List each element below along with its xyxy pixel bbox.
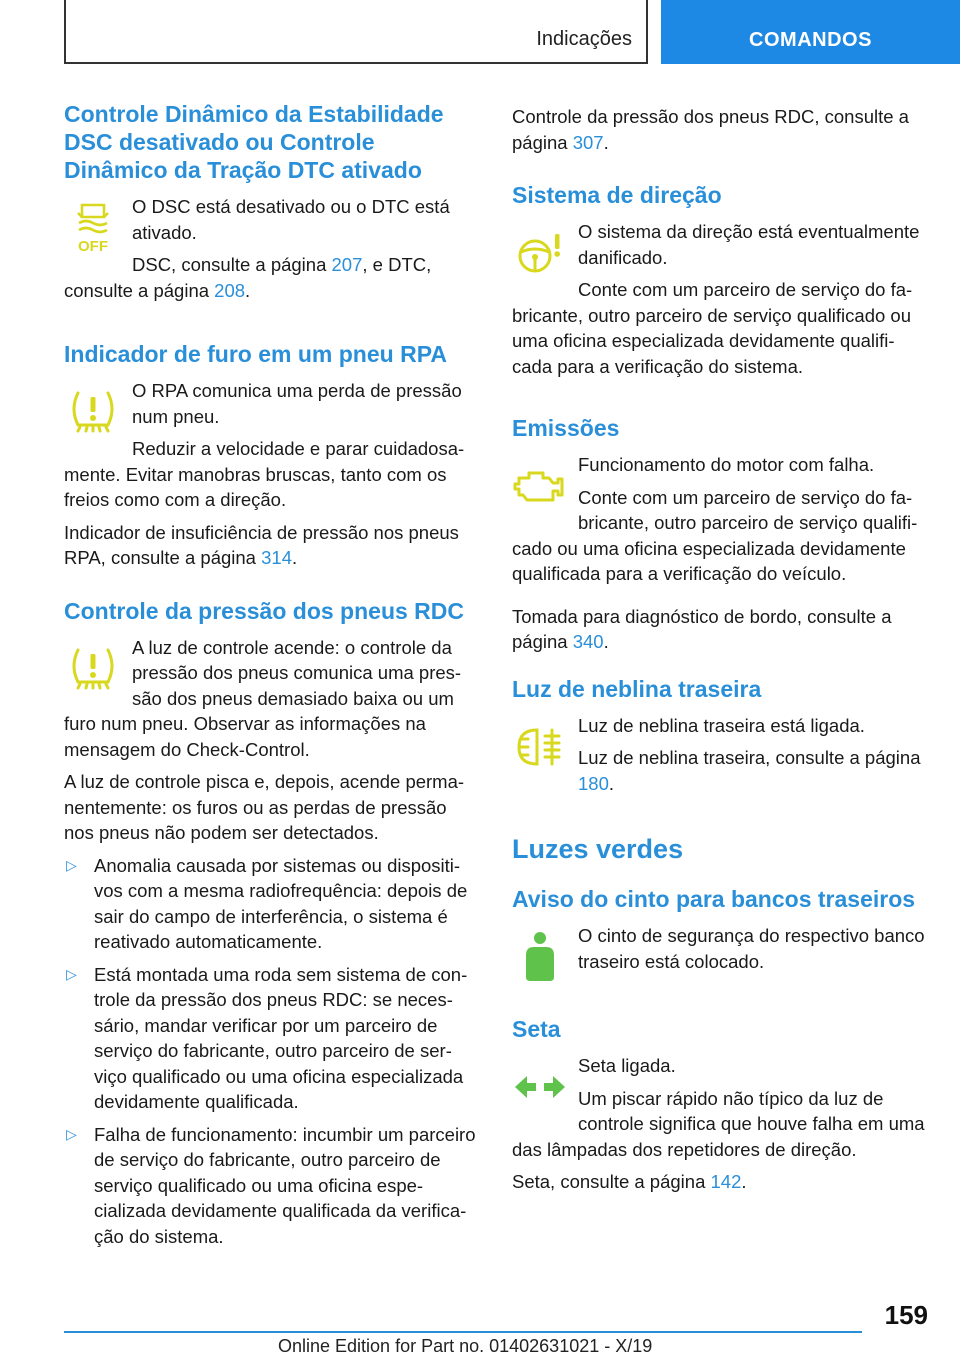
ref-text: , e DTC, consulte a página [64,254,432,301]
fog-reference [512,745,928,796]
ref-text: Luz de neblina traseira, consulte a página [578,747,921,768]
ref-text: Seta, consulte a página [512,1171,711,1192]
green-lights-title: Luzes verdes [512,834,684,864]
steering-description: O sistema da direção está eventualmente danificado. [578,221,920,268]
rdc-description: A luz de controle acende: o controle da pressão dos pneus comunica uma pressão dos pneus demasiado baixa ou um furo num pneu. Observar as informações na mensagem do Check-Control. [64,636,462,760]
ref-text: Tomada para diagnóstico de bordo, consulte a página [512,605,892,652]
footer-divider [64,1331,862,1333]
left-column [64,100,478,1256]
warning-block [512,219,928,386]
turn-description: Seta ligada. [578,1055,676,1076]
tire-pressure-icon [64,380,122,444]
section-title: Controle da pressão dos pneus RDC [64,597,465,624]
section-emissions [512,414,928,655]
warning-block [64,194,478,310]
dsc-reference [64,252,478,303]
turn-instruction: Um piscar rápido não típico da luz de controle significa que houve falha em uma das lâmpadas dos repetidores de direção. [512,1087,925,1160]
section-steering [512,181,928,386]
list-item [64,1122,478,1250]
section-title: Seta [512,1016,561,1042]
page-link-207[interactable]: 207 [331,254,363,275]
tire-pressure-icon [64,637,122,701]
section-title: Sistema de direção [512,182,722,208]
section-turn-signal [512,1015,928,1195]
warning-block [512,1053,928,1169]
svg-text:OFF: OFF [78,238,108,255]
section-rear-belt [512,885,928,989]
list-item-text: Está montada uma roda sem sistema de controle da pressão dos pneus RDC: se necessário, mandar verificar por um parceiro de serviço do fabricante, outro parceiro de serviço qualificado ou uma oficina especializada devidamente qualificada. [94,963,468,1112]
header-tab-label: COMANDOS [749,29,872,51]
steering-icon [512,221,568,285]
page-link-340[interactable]: 340 [572,631,604,652]
bullet-triangle-icon: ▷ [66,965,77,982]
list-item-text: Anomalia causada por sistemas ou dispositivos com a mesma radiofrequência: depois de sair do campo de interferência, o sistema é reativado automaticamente. [94,854,468,952]
header-section-title: Indicações [536,28,632,50]
section-rdc [64,597,478,1250]
list-item-text: Falha de funcionamento: incumbir um parceiro de serviço do fabricante, outro parceiro de serviço qualificado ou uma oficina especializada devidamente qualificada da verificação do sistema. [94,1123,476,1247]
list-item [64,962,478,1115]
steering-instruction: Conte com um parceiro de serviço do fabricante, outro parceiro de serviço qualificado ou uma oficina especializada devidamente qualificada para a verificação do sistema. [512,279,913,377]
list-item [64,853,478,955]
emissions-instruction: Conte com um parceiro de serviço do fabricante, outro parceiro de serviço qualificado ou uma oficina especializada devidamente qualificada para a verificação do veículo. [512,486,918,584]
turn-reference [512,1169,928,1195]
rpa-description: O RPA comunica uma perda de pressão num pneu. [132,380,462,427]
header-tab-comandos[interactable] [661,0,960,64]
section-title: Indicador de furo em um pneu RPA [64,341,447,367]
ref-text: . [245,279,251,301]
section-title: Emissões [512,415,620,441]
page-link-314[interactable]: 314 [261,547,292,568]
rdc-bullet-list [64,853,478,1250]
page-number: 159 [884,1300,928,1330]
bullet-triangle-icon: ▷ [66,856,77,873]
page-link-208[interactable]: 208 [214,279,246,301]
rdc-reference [512,104,928,155]
ref-text: . [608,772,615,794]
obd-reference [512,604,928,655]
rpa-instruction: Reduzir a velocidade e parar cuidadosamente. Evitar manobras bruscas, tanto com os freios como com a direção. [64,438,465,510]
rear-fog-icon [512,715,568,779]
ref-text: Controle da pressão dos pneus RDC, consulte a página [512,106,909,153]
footer-edition: Online Edition for Part no. 01402631021 - X/19 [278,1336,653,1356]
dsc-description: O DSC está desativado ou o DTC está ativado. [132,196,450,243]
ref-text: . [603,131,609,153]
fog-description: Luz de neblina traseira está ligada. [578,714,865,736]
bullet-triangle-icon: ▷ [66,1125,77,1142]
page-link-142[interactable]: 142 [710,1171,742,1192]
section-rear-fog [512,675,928,804]
warning-block [512,713,928,804]
ref-text: . [603,631,609,652]
right-column [512,104,928,1202]
section-dsc [64,100,478,310]
warning-block [64,635,478,770]
ref-text: DSC, consulte a página [132,254,332,275]
ref-text: . [292,547,298,568]
section-title: Aviso do cinto para bancos traseiros [512,886,916,912]
warning-block [512,923,928,989]
dsc-off-icon [64,196,122,260]
rpa-reference [64,520,478,571]
warning-block [64,378,478,520]
belt-description: O cinto de segurança do respectivo banco traseiro está colocado. [578,925,925,972]
rdc-blinking: A luz de controle pisca e, depois, acende permanentemente: os furos ou as perdas de pressão nos pneus não podem ser detectados. [64,771,465,843]
ref-text: Indicador de insuficiência de pressão nos pneus RPA, consulte a página [64,521,459,568]
emissions-description: Funcionamento do motor com falha. [578,454,875,475]
section-rpa [64,340,478,571]
section-title: Luz de neblina traseira [512,675,762,702]
header-frame [64,0,648,64]
page-link-307[interactable]: 307 [572,131,604,153]
section-title: Controle Dinâmico da Estabilidade DSC desativado ou Controle Dinâmico da Tração DTC ativado [64,101,444,183]
ref-text: . [741,1171,747,1192]
seatbelt-person-icon [512,925,568,989]
warning-block [512,452,928,594]
page-link-180[interactable]: 180 [578,772,609,794]
engine-icon [512,454,568,518]
turn-signal-icon [512,1055,568,1119]
